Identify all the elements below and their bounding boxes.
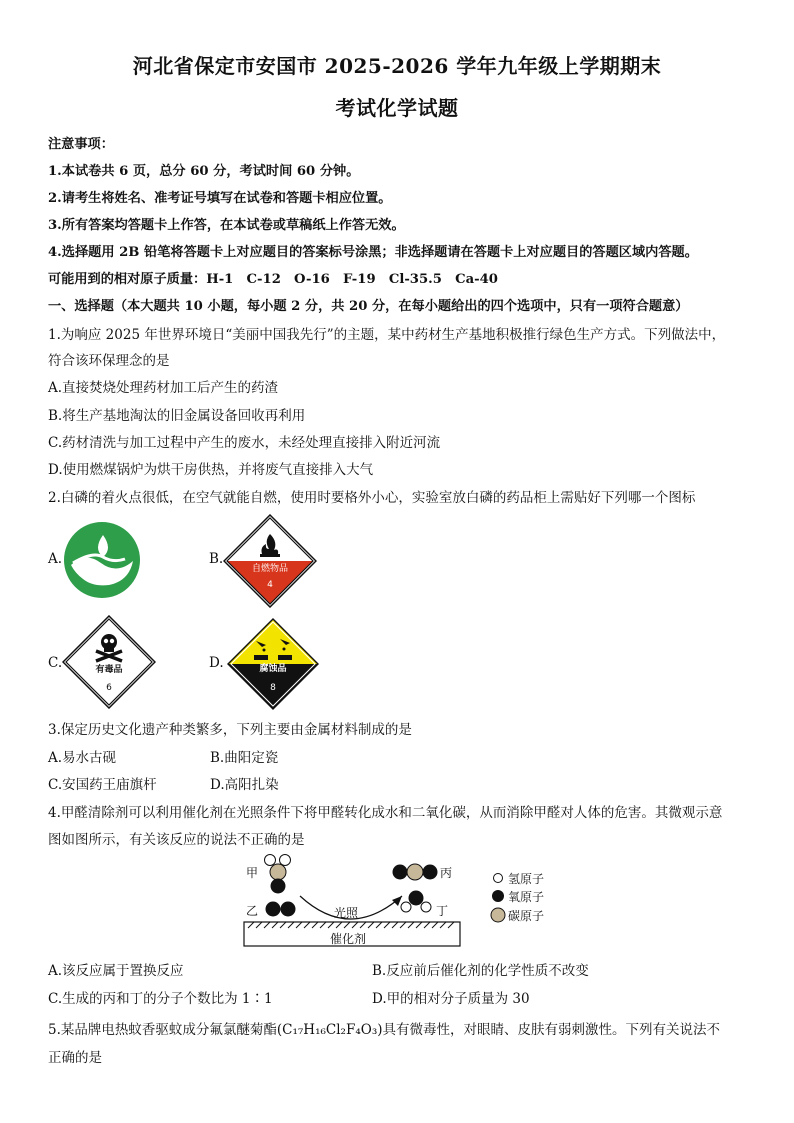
question-1-option-d: D.使用燃煤锅炉为烘干房供热，并将废气直接排入大气 <box>48 462 374 478</box>
page-title: 河北省保定市安国市 2025-2026 学年九年级上学期期末 <box>132 54 662 78</box>
question-3-option-d: D.高阳扎染 <box>210 777 279 793</box>
catalyst-label: 催化剂 <box>330 932 367 946</box>
question-1-option-c: C.药材清洗与加工过程中产生的废水，未经处理直接排入附近河流 <box>48 435 441 451</box>
light-condition-label: 光照 <box>334 906 359 920</box>
question-4-stem: 4.甲醛清除剂可以利用催化剂在光照条件下将甲醛转化成水和二氧化碳，从而消除甲醛对人体的危害。其微观示意 <box>48 805 723 821</box>
notice-item: 3.所有答案均答题卡上作答，在本试卷或草稿纸上作答无效。 <box>48 218 405 233</box>
notice-heading: 注意事项： <box>48 137 114 152</box>
sign-b-label: 自燃物品 <box>251 564 288 574</box>
question-4-option-c: C.生成的丙和丁的分子个数比为 1∶1 <box>48 991 273 1007</box>
sign-d-label: 腐蚀品 <box>259 664 287 674</box>
question-1-option-b: B.将生产基地淘汰的旧金属设备回收再利用 <box>48 408 306 424</box>
molecule-yi-label: 乙 <box>246 904 259 918</box>
molecule-ding-label: 丁 <box>436 904 449 918</box>
sign-d-number: 8 <box>270 683 276 693</box>
molecule-bing-label: 丙 <box>440 866 453 880</box>
legend-oxygen: 氧原子 <box>508 890 545 904</box>
question-4-option-b: B.反应前后催化剂的化学性质不改变 <box>372 963 589 979</box>
spontaneous-combustion-sign-icon <box>223 514 317 612</box>
legend-hydrogen: 氢原子 <box>508 872 545 886</box>
toxic-sign-icon <box>62 615 156 713</box>
question-4-option-d: D.甲的相对分子质量为 30 <box>372 991 530 1007</box>
sign-b-number: 4 <box>267 580 273 590</box>
question-2-option-d-letter: D. <box>209 655 224 671</box>
page-subtitle: 考试化学试题 <box>335 96 459 120</box>
question-3-option-a: A.易水古砚 <box>48 750 117 766</box>
sign-c-number: 6 <box>106 683 112 693</box>
question-5-stem <box>48 1018 720 1038</box>
corrosive-sign-icon <box>226 617 320 715</box>
question-2-option-b-letter: B. <box>209 551 224 567</box>
sign-c-label: 有毒品 <box>95 665 123 675</box>
atomic-masses: 可能用到的相对原子质量：H-1 C-12 O-16 F-19 Cl-35.5 Ca-40 <box>48 272 498 287</box>
question-4-stem-cont: 图如图所示，有关该反应的说法不正确的是 <box>48 832 305 848</box>
question-5-stem-cont: 正确的是 <box>48 1050 102 1066</box>
legend-carbon: 碳原子 <box>508 909 545 923</box>
question-1-stem-cont: 符合该环保理念的是 <box>48 353 170 369</box>
question-2-stem: 2.白磷的着火点很低，在空气就能自燃，使用时要格外小心，实验室放白磷的药品柜上需贴好下列哪一个图标 <box>48 490 696 506</box>
question-1-stem: 1.为响应 2025 年世界环境日“美丽中国我先行”的主题，某中药材生产基地积极推行绿色生产方式。下列做法中， <box>48 327 726 343</box>
reaction-diagram <box>240 852 570 952</box>
question-2-option-a-letter: A. <box>48 551 63 567</box>
question-3-option-b: B.曲阳定瓷 <box>210 750 279 766</box>
question-3-option-c: C.安国药王庙旗杆 <box>48 777 157 793</box>
question-5-stem-pre: 5.某品牌电热蚊香驱蚊成分氟氯醚菊酯 <box>48 1022 277 1038</box>
question-4-option-a: A.该反应属于置换反应 <box>48 963 184 979</box>
question-2-option-c-letter: C. <box>48 655 63 671</box>
question-3-stem: 3.保定历史文化遗产种类繁多，下列主要由金属材料制成的是 <box>48 722 412 738</box>
notice-item: 2.请考生将姓名、准考证号填写在试卷和答题卡相应位置。 <box>48 191 392 206</box>
notice-item: 4.选择题用 2B 铅笔将答题卡上对应题目的答案标号涂黑；非选择题请在答题卡上对应题目的答题区域内答题。 <box>48 245 698 260</box>
question-1-option-a: A.直接焚烧处理药材加工后产生的药渣 <box>48 380 279 396</box>
question-5-formula: (C₁₇H₁₆Cl₂F₄O₃) <box>276 1022 383 1038</box>
question-5-stem-post: 具有微毒性，对眼睛、皮肤有弱刺激性。下列有关说法不 <box>382 1022 720 1038</box>
water-saving-icon <box>63 521 141 603</box>
section-heading: 一、选择题（本大题共 10 小题，每小题 2 分，共 20 分，在每小题给出的四个选项中，只有一项符合题意） <box>48 299 689 314</box>
molecule-jia-label: 甲 <box>246 866 259 880</box>
notice-item: 1.本试卷共 6 页，总分 60 分，考试时间 60 分钟。 <box>48 164 360 179</box>
